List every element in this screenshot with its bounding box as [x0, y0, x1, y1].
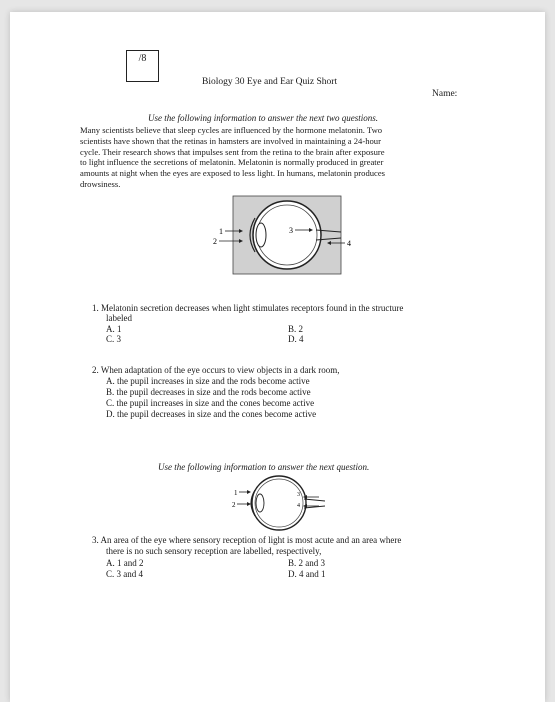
q3-option-a: A. 1 and 2: [106, 558, 144, 568]
q2-option-d: D. the pupil decreases in size and the cones become active: [106, 409, 317, 419]
q1-option-a: A. 1: [106, 324, 122, 334]
diagram2-label-3: 3: [297, 492, 300, 498]
q3-stem: 3. An area of the eye where sensory reception of light is most acute and an area where: [92, 535, 402, 545]
lens-2: [256, 494, 264, 512]
q1-option-c: C. 3: [106, 334, 122, 344]
diagram2-label-1: 1: [234, 489, 238, 497]
passage-line: Many scientists believe that sleep cycles are influenced by the hormone melatonin. Two: [80, 125, 383, 135]
passage-line: drowsiness.: [80, 178, 121, 189]
instruction-1: Use the following information to answer the next two questions.: [148, 113, 378, 123]
diagram1-label-3: 3: [289, 226, 293, 235]
diagram1-label-2: 2: [213, 237, 217, 246]
q1-option-b: B. 2: [288, 324, 304, 334]
instruction-2: Use the following information to answer the next question.: [158, 462, 370, 472]
q2-option-b: B. the pupil decreases in size and the rods become active: [106, 387, 311, 397]
diagram2-label-4: 4: [297, 503, 300, 509]
q3-option-c: C. 3 and 4: [106, 569, 143, 579]
name-label: Name:: [432, 89, 458, 99]
passage-line: cycle. Their research shows that impulses sent from the retina to the brain after exposure: [80, 146, 385, 157]
q3-stem-cont: there is no such sensory reception are labelled, respectively,: [106, 546, 322, 556]
quiz-title: Biology 30 Eye and Ear Quiz Short: [202, 77, 338, 87]
passage-line: scientists have shown that the retinas in hamsters are involved in maintaining a 24-hour: [80, 135, 381, 146]
diagram1-label-4: 4: [347, 239, 351, 248]
q1-stem: 1. Melatonin secretion decreases when light stimulates receptors found in the structure: [92, 303, 404, 313]
lens: [256, 223, 266, 247]
q3-option-d: D. 4 and 1: [288, 569, 326, 579]
q1-option-d: D. 4: [288, 334, 304, 344]
eye-diagram-1: [205, 190, 355, 280]
eye-diagram-2: [225, 472, 335, 534]
q3-option-b: B. 2 and 3: [288, 558, 325, 568]
score-box: [126, 50, 159, 82]
optic-nerve-2: [304, 499, 325, 508]
q1-stem-cont: labeled: [106, 313, 132, 323]
passage-line: amounts at night when the eyes are exposed to less light. In humans, melatonin produces: [80, 168, 386, 179]
passage-line: to light influence the secretions of melatonin. Melatonin is normally produced in greater: [80, 157, 384, 168]
passage: [80, 125, 470, 190]
diagram2-label-2: 2: [232, 501, 236, 509]
q2-option-a: A. the pupil increases in size and the rods become active: [106, 376, 310, 386]
score-value: /8: [138, 53, 147, 64]
q2-option-c: C. the pupil increases in size and the cones become active: [106, 398, 315, 408]
q2-stem: 2. When adaptation of the eye occurs to view objects in a dark room,: [92, 365, 340, 375]
diagram1-label-1: 1: [219, 227, 223, 236]
